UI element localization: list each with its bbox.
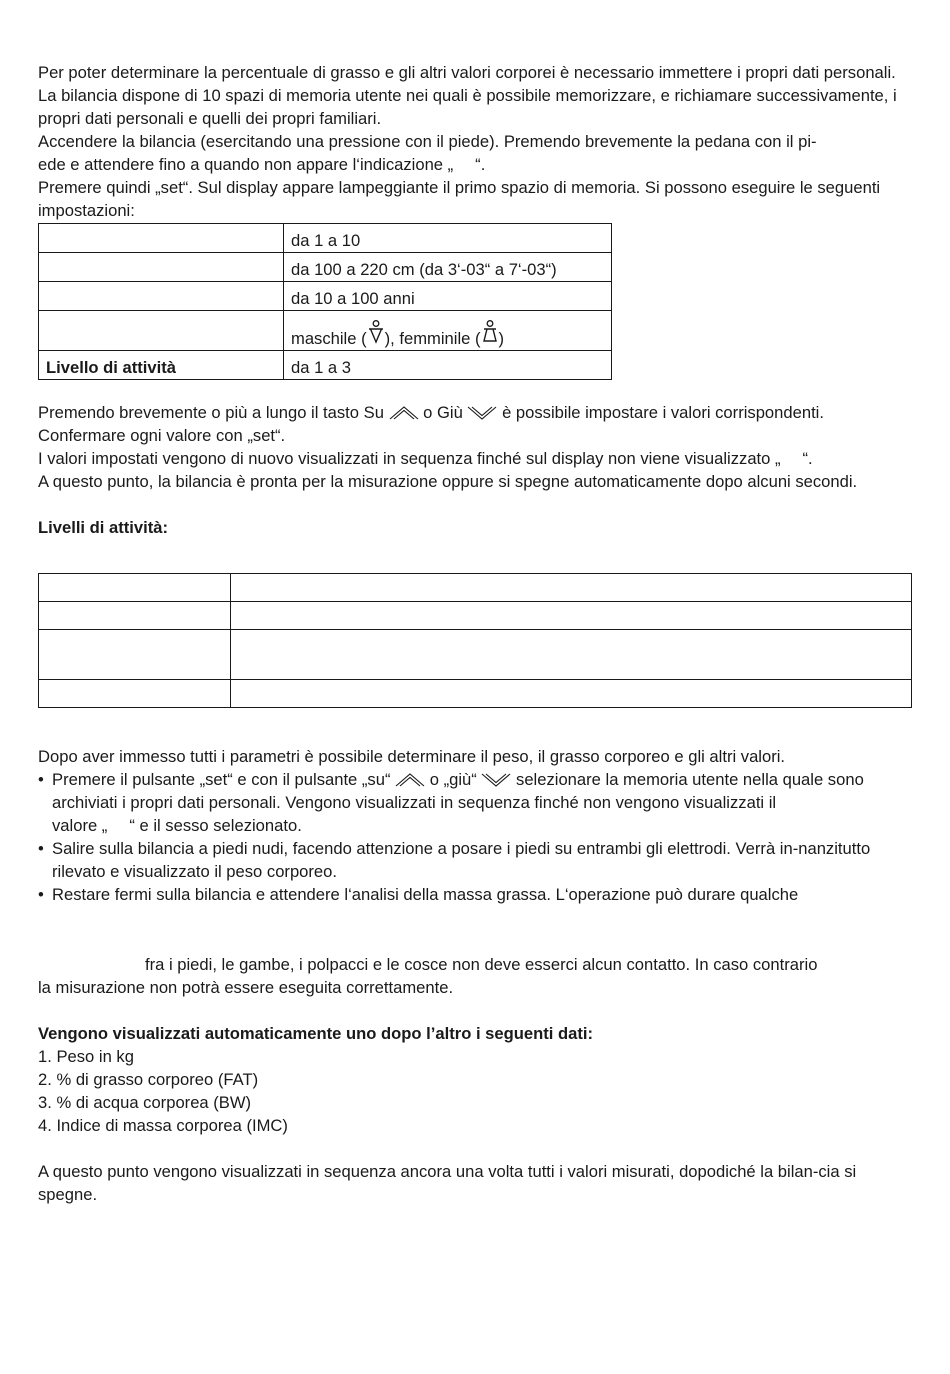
caution-line-1: fra i piedi, le gambe, i polpacci e le cosce non deve esserci alcun contatto. In caso contrario — [145, 955, 818, 974]
levels-desc — [231, 602, 912, 630]
settings-value: da 100 a 220 cm (da 3‘-03“ a 7‘-03“) — [284, 253, 612, 282]
caution-line-2: la misurazione non potrà essere eseguita correttamente. — [38, 978, 454, 997]
results-item: 1. Peso in kg — [38, 1047, 134, 1066]
levels-heading: Livelli di attività: — [38, 518, 169, 537]
levels-label — [39, 574, 231, 602]
bullet-marker: • — [38, 885, 44, 904]
settings-row — [39, 224, 612, 253]
settings-table — [38, 223, 612, 380]
results-item: 3. % di acqua corporea (BW) — [38, 1093, 252, 1112]
adjust-paragraph-2: Confermare ogni valore con „set“. — [38, 426, 286, 445]
bullet-marker: • — [38, 770, 44, 789]
adjust-paragraph-1: Premendo brevemente o più a lungo il tasto Su o Giù è possibile impostare i valori corrispondenti. — [38, 403, 824, 422]
levels-desc — [231, 574, 912, 602]
bullet-marker: • — [38, 839, 44, 858]
levels-desc — [231, 630, 912, 680]
levels-label — [39, 630, 231, 680]
intro-paragraph-3a: Accendere la bilancia (esercitando una pressione con il piede). Premendo brevemente la pedana con il pi- — [38, 132, 817, 151]
adjust-paragraph-3: I valori impostati vengono di nuovo visualizzati in sequenza finché sul display non viene visualizzato „ “. — [38, 449, 813, 468]
settings-row — [39, 282, 612, 311]
results-closing: A questo punto vengono visualizzati in sequenza ancora una volta tutti i valori misurati, dopodiché la bilan-cia si spegne. — [38, 1162, 857, 1204]
levels-label — [39, 680, 231, 708]
activity-levels-table — [38, 573, 912, 708]
levels-row — [39, 602, 912, 630]
levels-row — [39, 630, 912, 680]
levels-desc — [231, 680, 912, 708]
settings-label — [39, 311, 284, 351]
settings-value: da 1 a 3 — [284, 351, 612, 380]
settings-label — [39, 282, 284, 311]
chevron-up-icon — [389, 406, 419, 420]
settings-value: da 10 a 100 anni — [284, 282, 612, 311]
measure-step-1: • Premere il pulsante „set“ e con il pulsante „su“ o „giù“ selezionare la memoria utente nella quale sono archiviati i propri dati personali. Vengono visualizzati in sequenza finché non vengono visualizzati il valore „ “ e il sesso selezionato. — [38, 770, 864, 835]
chevron-down-icon — [467, 406, 497, 420]
male-figure-icon — [367, 320, 385, 346]
settings-row — [39, 351, 612, 380]
settings-value: da 1 a 10 — [284, 224, 612, 253]
settings-row — [39, 253, 612, 282]
settings-label — [39, 224, 284, 253]
levels-label — [39, 602, 231, 630]
levels-row — [39, 680, 912, 708]
settings-value-gender: maschile ( ), femminile ( ) — [284, 311, 612, 351]
settings-label: Livello di attività — [39, 351, 284, 380]
settings-label — [39, 253, 284, 282]
measure-step-3: • Restare fermi sulla bilancia e attendere l‘analisi della massa grassa. L‘operazione può durare qualche — [38, 885, 799, 904]
results-item: 4. Indice di massa corporea (IMC) — [38, 1116, 288, 1135]
measure-intro: Dopo aver immesso tutti i parametri è possibile determinare il peso, il grasso corporeo e gli altri valori. — [38, 747, 786, 766]
intro-paragraph-2: La bilancia dispone di 10 spazi di memoria utente nei quali è possibile memorizzare, e richiamare successivamente, i propri dati personali e quelli dei propri familiari. — [38, 86, 897, 128]
levels-row — [39, 574, 912, 602]
settings-row — [39, 311, 612, 351]
chevron-down-icon — [481, 773, 511, 787]
adjust-paragraph-4: A questo punto, la bilancia è pronta per la misurazione oppure si spegne automaticamente dopo alcuni secondi. — [38, 472, 858, 491]
results-item: 2. % di grasso corporeo (FAT) — [38, 1070, 259, 1089]
measure-step-2: • Salire sulla bilancia a piedi nudi, facendo attenzione a posare i piedi su entrambi gli elettrodi. Verrà in-nanzitutto rilevato e visualizzato il peso corporeo. — [38, 839, 871, 881]
chevron-up-icon — [395, 773, 425, 787]
intro-paragraph-3b: ede e attendere fino a quando non appare l‘indicazione „ “. — [38, 155, 486, 174]
intro-paragraph-1: Per poter determinare la percentuale di grasso e gli altri valori corporei è necessario immettere i propri dati personali. — [38, 63, 896, 82]
results-heading: Vengono visualizzati automaticamente uno dopo l’altro i seguenti dati: — [38, 1024, 594, 1043]
intro-paragraph-4: Premere quindi „set“. Sul display appare lampeggiante il primo spazio di memoria. Si possono eseguire le seguenti impostazioni: — [38, 178, 881, 220]
manual-page — [38, 61, 912, 1206]
female-figure-icon — [481, 320, 499, 346]
